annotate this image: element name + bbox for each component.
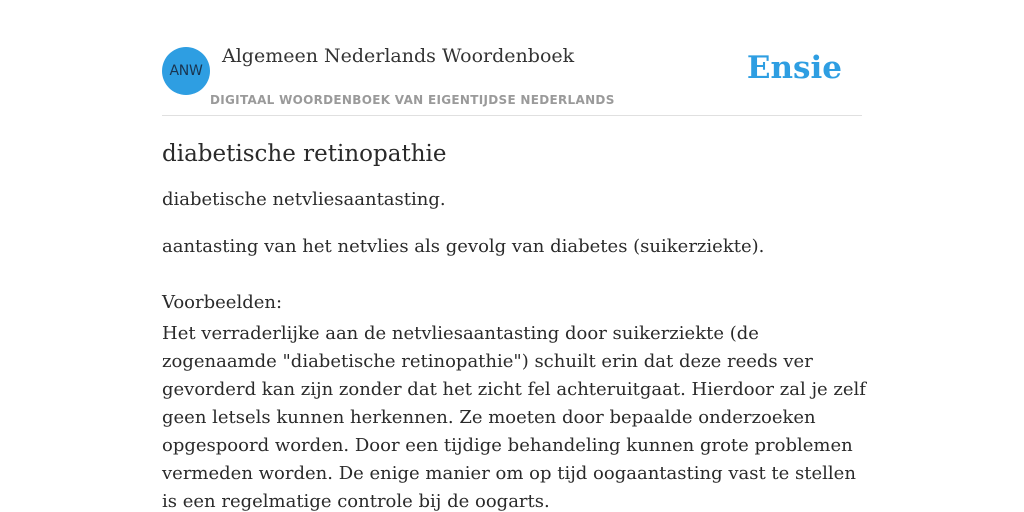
- dictionary-subtitle: DIGITAAL WOORDENBOEK VAN EIGENTIJDSE NEDERLANDS: [210, 93, 615, 107]
- example-text: Het verraderlijke aan de netvliesaantasting door suikerziekte (de zogenaamde "diabetische retinopathie") schuilt erin dat deze reeds ver gevorderd kan zijn zonder dat het zicht fel achteruitgaat. Hierdoor zal je zelf geen letsels kunnen herkennen. Ze moeten door bepaalde onderzoeken opgespoord worden. Door een tijdige behandeling kunnen grote problemen vermeden worden. De enige manier om op tijd oogaantasting vast te stellen is een regelmatige controle bij de oogarts.: [162, 323, 866, 512]
- site-header: [162, 0, 862, 116]
- entry-content: [162, 138, 866, 512]
- dictionary-title[interactable]: Algemeen Nederlands Woordenboek: [222, 45, 575, 67]
- entry-headword: diabetische retinopathie: [162, 141, 447, 167]
- anw-logo[interactable]: ANW: [162, 47, 210, 95]
- entry-synonym: diabetische netvliesaantasting.: [162, 189, 446, 210]
- ensie-brand-logo[interactable]: Ensie: [746, 50, 842, 86]
- examples-label: Voorbeelden:: [162, 292, 283, 313]
- entry-definition: aantasting van het netvlies als gevolg van diabetes (suikerziekte).: [162, 236, 765, 257]
- header-divider: [162, 115, 862, 116]
